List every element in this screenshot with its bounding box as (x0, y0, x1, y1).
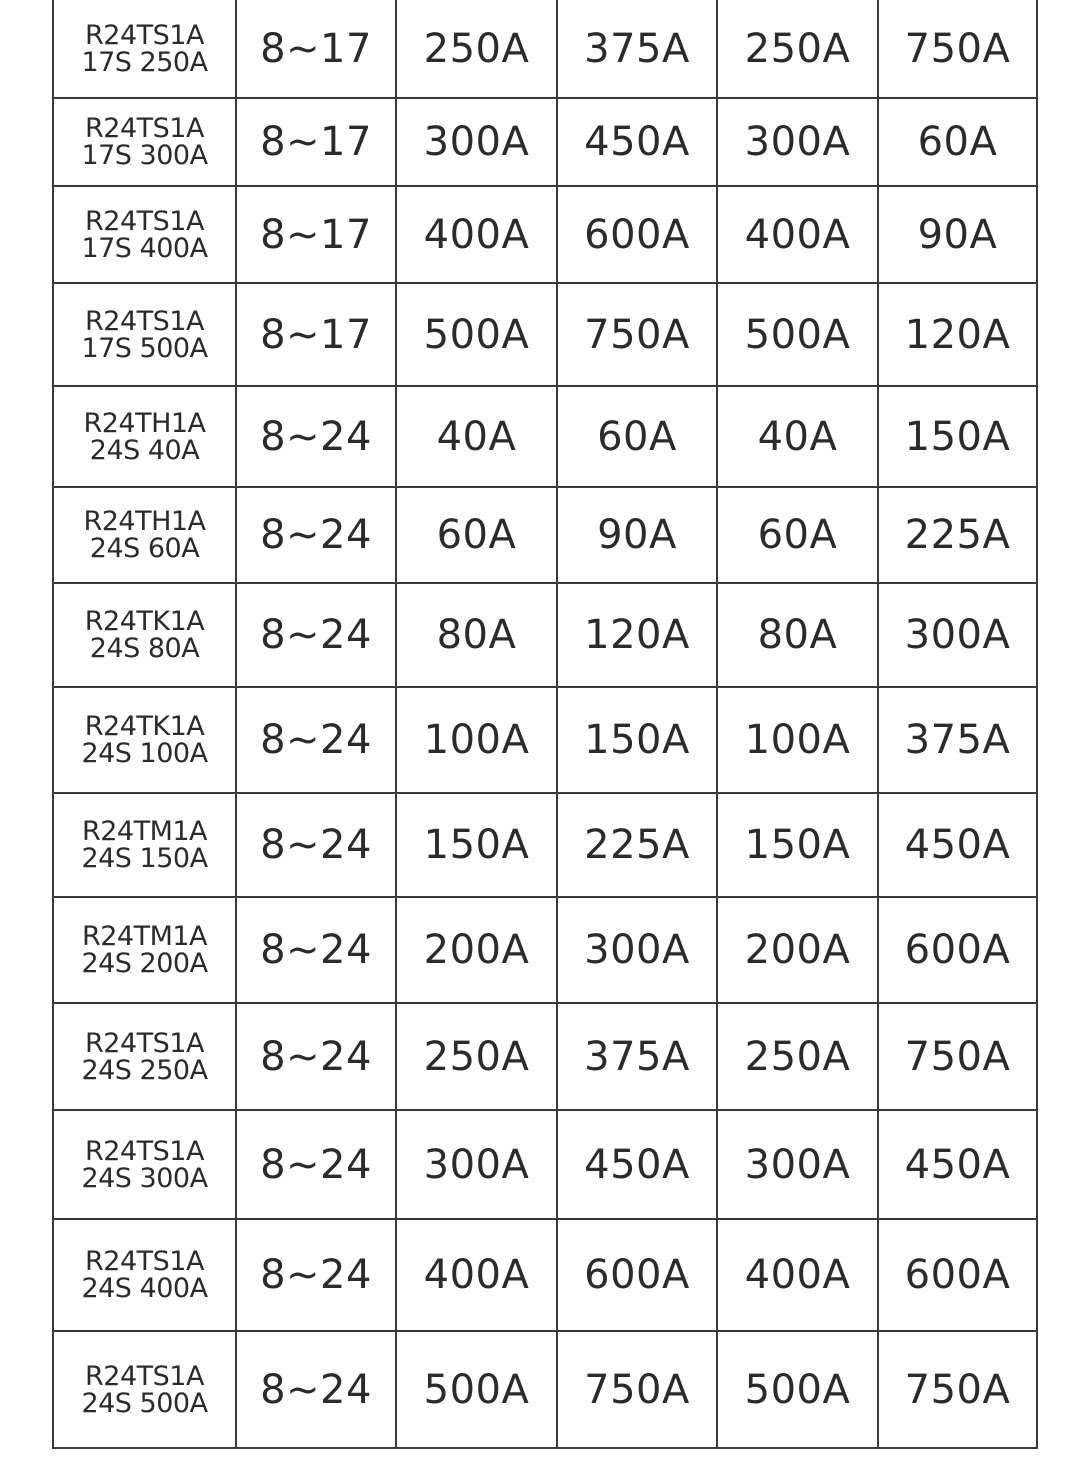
value-cell: 150A (717, 793, 878, 897)
model-cell (53, 1219, 236, 1331)
value-cell: 450A (878, 793, 1037, 897)
value-cell: 225A (878, 487, 1037, 583)
model-name: R24TS1A (85, 19, 204, 51)
model-name: R24TH1A (83, 506, 206, 537)
model-cell (53, 897, 236, 1003)
value-cell: 600A (878, 897, 1037, 1003)
model-spec: 24S 300A (81, 1162, 208, 1194)
value-cell: 500A (396, 1331, 557, 1448)
model-cell (53, 487, 236, 583)
value-cell: 500A (717, 1331, 878, 1448)
value-cell: 450A (878, 1110, 1037, 1219)
model-name: R24TS1A (85, 1135, 204, 1167)
value-cell: 225A (557, 793, 717, 897)
table-row (53, 98, 1037, 186)
value-cell: 300A (396, 1110, 557, 1219)
model-name: R24TS1A (85, 1360, 204, 1392)
value-cell: 450A (557, 98, 717, 186)
value-cell: 100A (396, 687, 557, 793)
voltage-cell: 8~24 (236, 487, 396, 583)
value-cell: 450A (557, 1110, 717, 1219)
value-cell: 200A (717, 897, 878, 1003)
model-name: R24TM1A (81, 816, 208, 847)
model-cell (53, 1331, 236, 1448)
model-cell (53, 793, 236, 897)
value-cell: 300A (717, 98, 878, 186)
value-cell: 600A (878, 1219, 1037, 1331)
value-cell: 250A (396, 0, 557, 98)
model-spec: 17S 500A (81, 332, 208, 364)
model-cell (53, 98, 236, 186)
voltage-cell: 8~17 (236, 283, 396, 386)
table-row (53, 1003, 1037, 1110)
model-spec: 24S 500A (81, 1387, 208, 1419)
voltage-cell: 8~24 (236, 1003, 396, 1110)
model-name: R24TK1A (84, 606, 205, 637)
value-cell: 300A (396, 98, 557, 186)
voltage-cell: 8~17 (236, 186, 396, 283)
value-cell: 375A (557, 1003, 717, 1110)
value-cell: 120A (878, 283, 1037, 386)
value-cell: 90A (557, 487, 717, 583)
model-cell (53, 186, 236, 283)
voltage-cell: 8~24 (236, 1219, 396, 1331)
value-cell: 750A (878, 1003, 1037, 1110)
value-cell: 750A (878, 0, 1037, 98)
value-cell: 80A (396, 583, 557, 687)
value-cell: 600A (557, 186, 717, 283)
voltage-cell: 8~24 (236, 793, 396, 897)
value-cell: 500A (396, 283, 557, 386)
value-cell: 250A (717, 0, 878, 98)
model-cell (53, 1003, 236, 1110)
model-cell (53, 283, 236, 386)
model-spec: 24S 100A (81, 738, 208, 769)
table-row (53, 1110, 1037, 1219)
model-spec: 24S 80A (89, 633, 200, 664)
value-cell: 150A (557, 687, 717, 793)
voltage-cell: 8~24 (236, 897, 396, 1003)
model-cell (53, 386, 236, 487)
table-row (53, 687, 1037, 793)
value-cell: 375A (878, 687, 1037, 793)
voltage-cell: 8~24 (236, 1331, 396, 1448)
value-cell: 300A (878, 583, 1037, 687)
model-spec: 17S 400A (81, 232, 208, 264)
table-row (53, 283, 1037, 386)
voltage-cell: 8~24 (236, 583, 396, 687)
value-cell: 60A (557, 386, 717, 487)
value-cell: 750A (557, 1331, 717, 1448)
value-cell: 100A (717, 687, 878, 793)
model-name: R24TK1A (84, 711, 205, 742)
value-cell: 60A (717, 487, 878, 583)
value-cell: 200A (396, 897, 557, 1003)
model-spec: 24S 150A (81, 843, 208, 874)
table-row (53, 0, 1037, 98)
value-cell: 750A (557, 283, 717, 386)
value-cell: 400A (396, 186, 557, 283)
model-spec: 24S 250A (81, 1054, 208, 1086)
voltage-cell: 8~17 (236, 98, 396, 186)
model-spec: 17S 250A (81, 46, 208, 78)
spec-table (52, 0, 1038, 1449)
model-spec: 24S 200A (81, 948, 208, 979)
model-name: R24TS1A (85, 205, 204, 237)
value-cell: 90A (878, 186, 1037, 283)
value-cell: 600A (557, 1219, 717, 1331)
model-cell (53, 687, 236, 793)
voltage-cell: 8~17 (236, 0, 396, 98)
value-cell: 250A (717, 1003, 878, 1110)
table-row (53, 487, 1037, 583)
value-cell: 150A (878, 386, 1037, 487)
value-cell: 400A (396, 1219, 557, 1331)
table-row (53, 583, 1037, 687)
table-row (53, 793, 1037, 897)
model-name: R24TS1A (85, 305, 204, 337)
value-cell: 300A (557, 897, 717, 1003)
value-cell: 80A (717, 583, 878, 687)
value-cell: 375A (557, 0, 717, 98)
value-cell: 40A (396, 386, 557, 487)
model-name: R24TH1A (83, 407, 206, 439)
value-cell: 60A (878, 98, 1037, 186)
table-row (53, 1331, 1037, 1448)
table-row (53, 897, 1037, 1003)
model-name: R24TS1A (85, 113, 204, 144)
value-cell: 150A (396, 793, 557, 897)
model-cell (53, 0, 236, 98)
value-cell: 750A (878, 1331, 1037, 1448)
value-cell: 250A (396, 1003, 557, 1110)
model-spec: 24S 400A (81, 1273, 208, 1304)
model-spec: 24S 60A (89, 533, 200, 564)
voltage-cell: 8~24 (236, 687, 396, 793)
model-spec: 17S 300A (81, 140, 208, 171)
value-cell: 300A (717, 1110, 878, 1219)
model-cell (53, 583, 236, 687)
value-cell: 400A (717, 186, 878, 283)
value-cell: 60A (396, 487, 557, 583)
value-cell: 40A (717, 386, 878, 487)
table-row (53, 386, 1037, 487)
model-name: R24TS1A (85, 1027, 204, 1059)
voltage-cell: 8~24 (236, 1110, 396, 1219)
voltage-cell: 8~24 (236, 386, 396, 487)
model-name: R24TS1A (85, 1246, 204, 1277)
value-cell: 120A (557, 583, 717, 687)
model-spec: 24S 40A (89, 434, 200, 466)
value-cell: 400A (717, 1219, 878, 1331)
model-cell (53, 1110, 236, 1219)
table-row (53, 1219, 1037, 1331)
model-name: R24TM1A (81, 921, 208, 952)
table-row (53, 186, 1037, 283)
value-cell: 500A (717, 283, 878, 386)
